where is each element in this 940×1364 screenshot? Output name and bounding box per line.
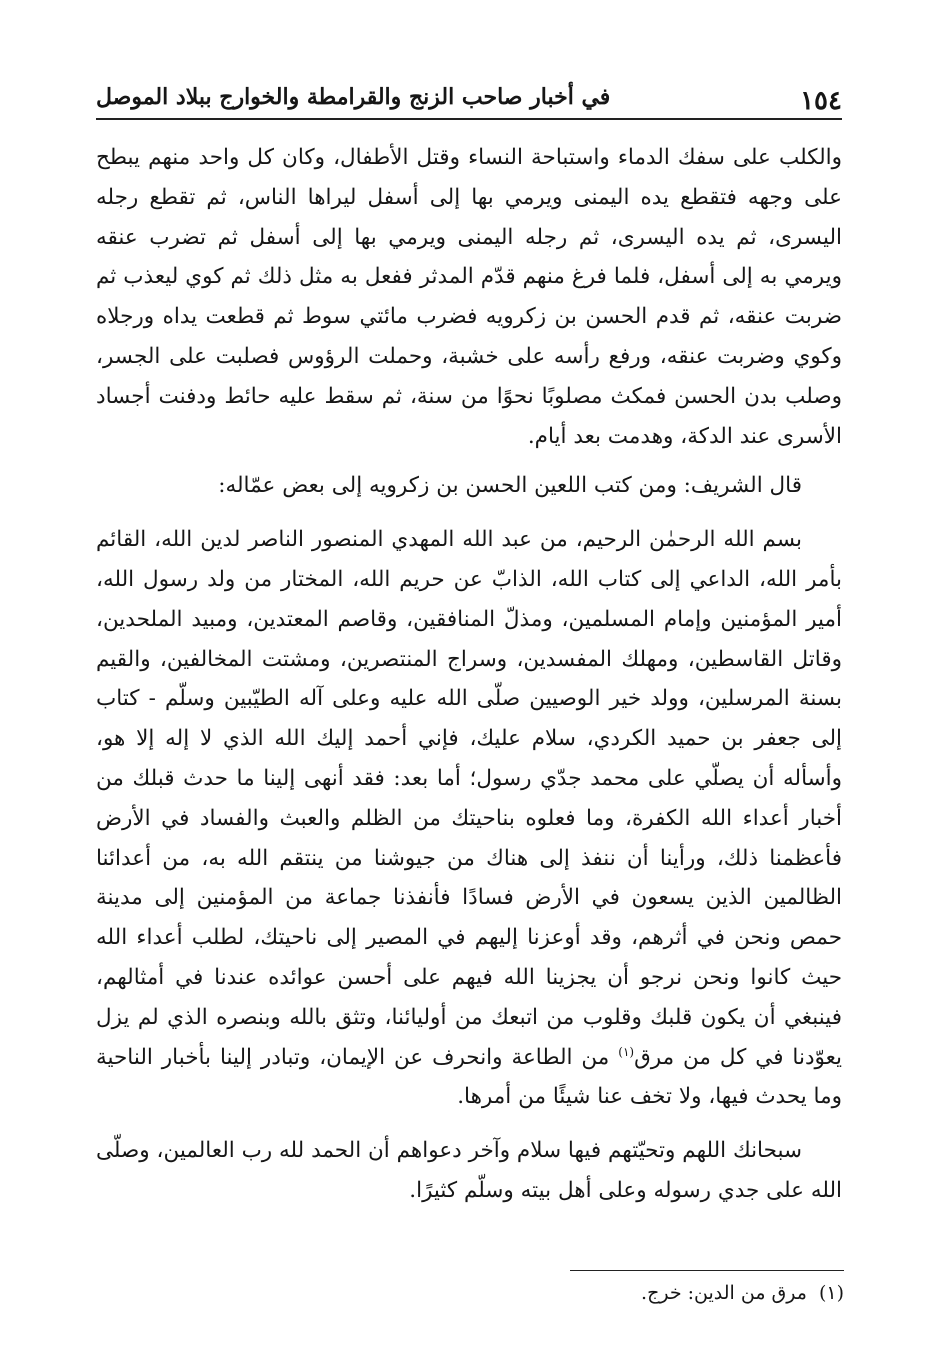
paragraph-letter-closing: سبحانك اللهم وتحيّتهم فيها سلام وآخر دعواهم أن الحمد لله رب العالمين، وصلّى الله على جدي رسوله وعلى أهل بيته وسلّم كثيرًا. <box>96 1138 842 1203</box>
paragraph-execution-account: والكلب على سفك الدماء واستباحة النساء وقتل الأطفال، وكان كل واحد منهم يبطح على وجهه فتقطع يده اليمنى ويرمي بها إلى أسفل ليراها الناس، ثم تقطع رجله اليسرى، ثم يده اليسرى، ثم رجله اليمنى ويرمي بها إلى أسفل ثم تضرب عنقه ويرمي به إلى أسفل، فلما فرغ منهم قدّم المدثر ففعل به مثل ذلك ثم كوي ليعذب ثم ضربت عنقه، ثم قدم الحسن بن زكرويه فضرب مائتي سوط ثم قطعت يداه ورجلاه وكوي وضربت عنقه، ورفع رأسه على خشبة، وحملت الرؤوس فصلبت على الجسر، وصلب بدن الحسن فمكث مصلوبًا نحوًا من سنة، ثم سقط عليه حائط ودفنت أجساد الأسرى عند الدكة، وهدمت بعد أيام. <box>96 145 843 449</box>
main-text <box>96 138 842 1211</box>
header-rule <box>96 118 842 120</box>
paragraph-letter-intro: قال الشريف: ومن كتب اللعين الحسن بن زكرويه إلى بعض عمّاله: <box>218 473 802 499</box>
letter-body-text: بسم الله الرحمٰن الرحيم، من عبد الله المهدي المنصور الناصر لدين الله، القائم بأمر الله، الداعي إلى كتاب الله، الذابّ عن حريم الله، المختار من ولد رسول الله، أمير المؤمنين وإمام المسلمين، ومذلّ المنافقين، وقاصم المعتدين، ومبيد الملحدين، وقاتل القاسطين، ومهلك المفسدين، وسراج المنتصرين، ومشتت المخالفين، والقيم بسنة المرسلين، وولد خير الوصيين صلّى الله عليه وعلى آله الطيّبين وسلّم - كتاب إلى جعفر بن حميد الكردي، سلام عليك، فإني أحمد إليك الله الذي لا إله إلا هو، وأسأله أن يصلّي على محمد جدّي رسول؛ أما بعد: فقد أنهى إلينا ما حدث قبلك من أخبار أعداء الله الكفرة، وما فعلوه بناحيتك من الظلم والعبث والفساد في الأرض فأعظمنا ذلك، ورأينا أن ننفذ إلى هناك من جيوشنا من ينتقم الله به، من أعدائنا الظالمين الذين يسعون في الأرض فسادًا فأنفذنا جماعة من المؤمنين إلى مدينة حمص ونحن في أثرهم، وقد أوعزنا إليهم في المصير إلى ناحيتك، لطلب أعداء الله حيث كانوا ونحن نرجو أن يجزينا الله فيهم على أحسن عوائده عندنا في أمثالهم، فينبغي أن يكون قلبك وقلوب من اتبعك من أوليائنا، وتثق بالله وبنصره الذي لم يزل يعوّدنا في كل من مرق <box>96 527 842 1070</box>
footnote-rule <box>570 1270 844 1271</box>
running-title: في أخبار صاحب الزنج والقرامطة والخوارج ببلاد الموصل <box>96 84 611 110</box>
footnote-text: مرق من الدين: خرج. <box>641 1282 807 1304</box>
letter-body-continuation: من الطاعة وانحرف عن الإيمان، وتبادر إلينا بأخبار الناحية وما يحدث فيها، ولا تخف عنا شيئًا من أمرها. <box>96 1044 842 1110</box>
page-header <box>96 80 842 116</box>
footnote-marker: (١) <box>818 1282 844 1304</box>
paragraph-letter-body <box>96 520 842 1117</box>
page-number: ١٥٤ <box>800 86 842 116</box>
footnote <box>98 1282 844 1304</box>
footnote-reference[interactable]: (١) <box>618 1044 635 1059</box>
